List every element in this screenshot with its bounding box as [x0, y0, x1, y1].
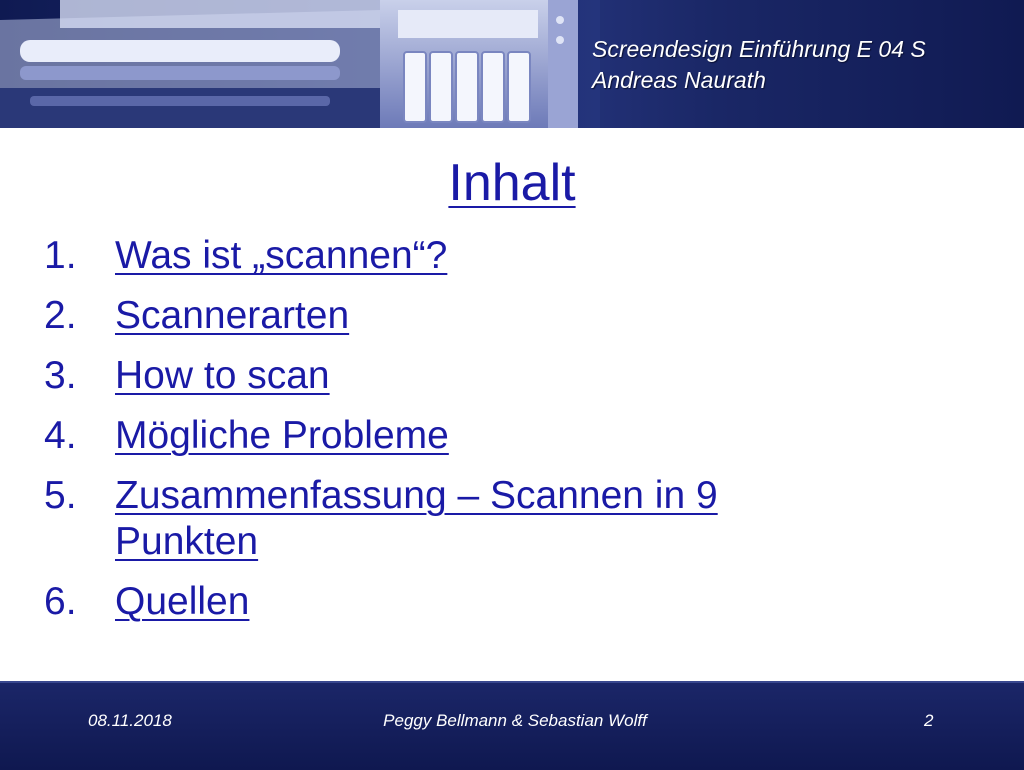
toc-number: 1.	[44, 234, 77, 277]
scanner-illustration	[0, 0, 600, 128]
toc-item	[44, 579, 964, 625]
course-title: Screendesign Einführung E 04 S	[592, 36, 926, 62]
toc-number: 4.	[44, 414, 77, 457]
toc-item	[44, 353, 964, 399]
toc-link-zusammenfassung[interactable]: Zusammenfassung – Scannen in 9 Punkten	[115, 474, 718, 563]
toc-number: 5.	[44, 474, 77, 517]
footer-date: 08.11.2018	[88, 711, 172, 730]
lecturer-name: Andreas Naurath	[592, 67, 766, 93]
toc-item	[44, 413, 964, 459]
slide-title: Inhalt	[448, 154, 576, 212]
header-banner	[0, 0, 1024, 128]
page-number: 2	[924, 711, 934, 730]
toc-number: 2.	[44, 294, 77, 337]
toc-number: 3.	[44, 354, 77, 397]
toc-item	[44, 473, 964, 565]
table-of-contents	[44, 233, 964, 639]
toc-link-probleme[interactable]: Mögliche Probleme	[115, 414, 449, 457]
toc-item	[44, 233, 964, 279]
toc-link-scannen[interactable]: Was ist „scannen“?	[115, 234, 448, 277]
toc-link-how-to-scan[interactable]: How to scan	[115, 354, 330, 397]
footer-bar	[0, 681, 1024, 770]
toc-link-quellen[interactable]: Quellen	[115, 580, 250, 623]
toc-item	[44, 293, 964, 339]
toc-number: 6.	[44, 580, 77, 623]
toc-link-scannerarten[interactable]: Scannerarten	[115, 294, 350, 337]
header-title-block	[592, 34, 926, 96]
footer-authors: Peggy Bellmann & Sebastian Wolff	[383, 711, 647, 730]
